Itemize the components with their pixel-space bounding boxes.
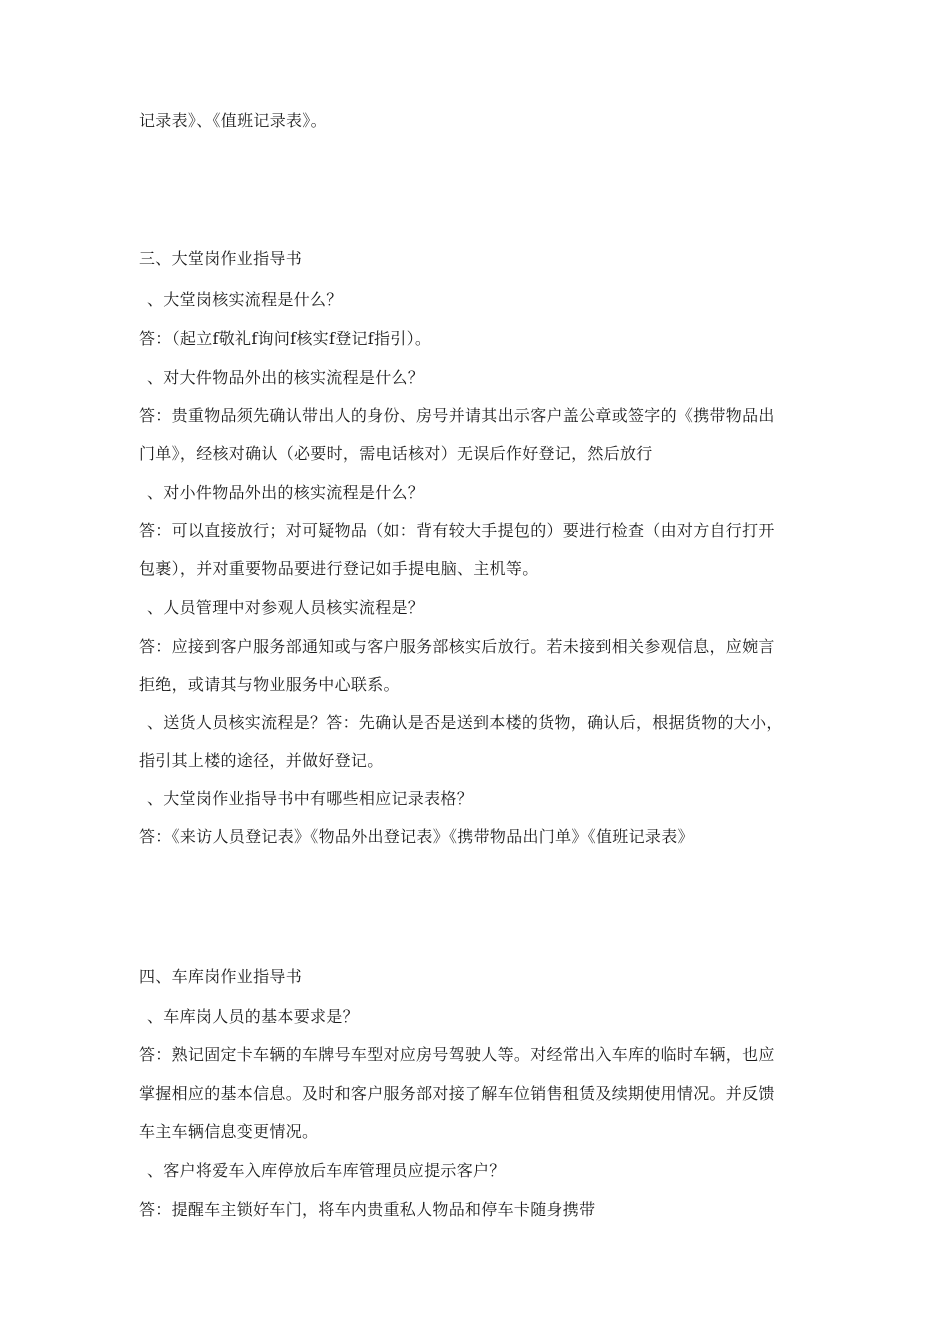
question-line: 、大堂岗作业指导书中有哪些相应记录表格？	[147, 789, 474, 808]
answer-line: 包裹），并对重要物品要进行登记如手提电脑、主机等。	[139, 559, 539, 578]
answer-line: 车主车辆信息变更情况。	[139, 1122, 319, 1141]
answer-line: 掌握相应的基本信息。及时和客户服务部对接了解车位销售租赁及续期使用情况。并反馈	[139, 1084, 775, 1103]
answer-line: 答：（起立f敬礼f询问f核实f登记f指引）。	[139, 329, 432, 348]
section-heading: 三、大堂岗作业指导书	[139, 249, 303, 268]
answer-line: 答：熟记固定卡车辆的车牌号车型对应房号驾驶人等。对经常出入车库的临时车辆，也应	[139, 1045, 775, 1064]
question-line: 、大堂岗核实流程是什么？	[147, 290, 343, 309]
answer-line: 答：《来访人员登记表》《物品外出登记表》《携带物品出门单》《值班记录表》	[139, 827, 694, 846]
text-line: 记录表》、《值班记录表》。	[139, 111, 327, 130]
answer-line: 指引其上楼的途径，并做好登记。	[139, 751, 384, 770]
section-heading: 四、车库岗作业指导书	[139, 967, 303, 986]
question-line: 、车库岗人员的基本要求是？	[147, 1007, 359, 1026]
answer-line: 答：应接到客户服务部通知或与客户服务部核实后放行。若未接到相关参观信息，应婉言	[139, 637, 775, 656]
answer-line: 答：贵重物品须先确认带出人的身份、房号并请其出示客户盖公章或签字的《携带物品出	[139, 406, 775, 425]
question-line: 、人员管理中对参观人员核实流程是？	[147, 598, 425, 617]
question-line: 、客户将爱车入库停放后车库管理员应提示客户？	[147, 1161, 506, 1180]
question-line: 、送货人员核实流程是？答：先确认是否是送到本楼的货物，确认后，根据货物的大小，	[147, 713, 783, 732]
question-line: 、对大件物品外出的核实流程是什么？	[147, 368, 425, 387]
answer-line: 拒绝，或请其与物业服务中心联系。	[139, 675, 400, 694]
answer-line: 答：可以直接放行；对可疑物品（如：背有较大手提包的）要进行检查（由对方自行打开	[139, 521, 775, 540]
answer-line: 门单》，经核对确认（必要时，需电话核对）无误后作好登记，然后放行	[139, 444, 653, 463]
answer-line: 答：提醒车主锁好车门，将车内贵重私人物品和停车卡随身携带	[139, 1200, 596, 1219]
question-line: 、对小件物品外出的核实流程是什么？	[147, 483, 425, 502]
